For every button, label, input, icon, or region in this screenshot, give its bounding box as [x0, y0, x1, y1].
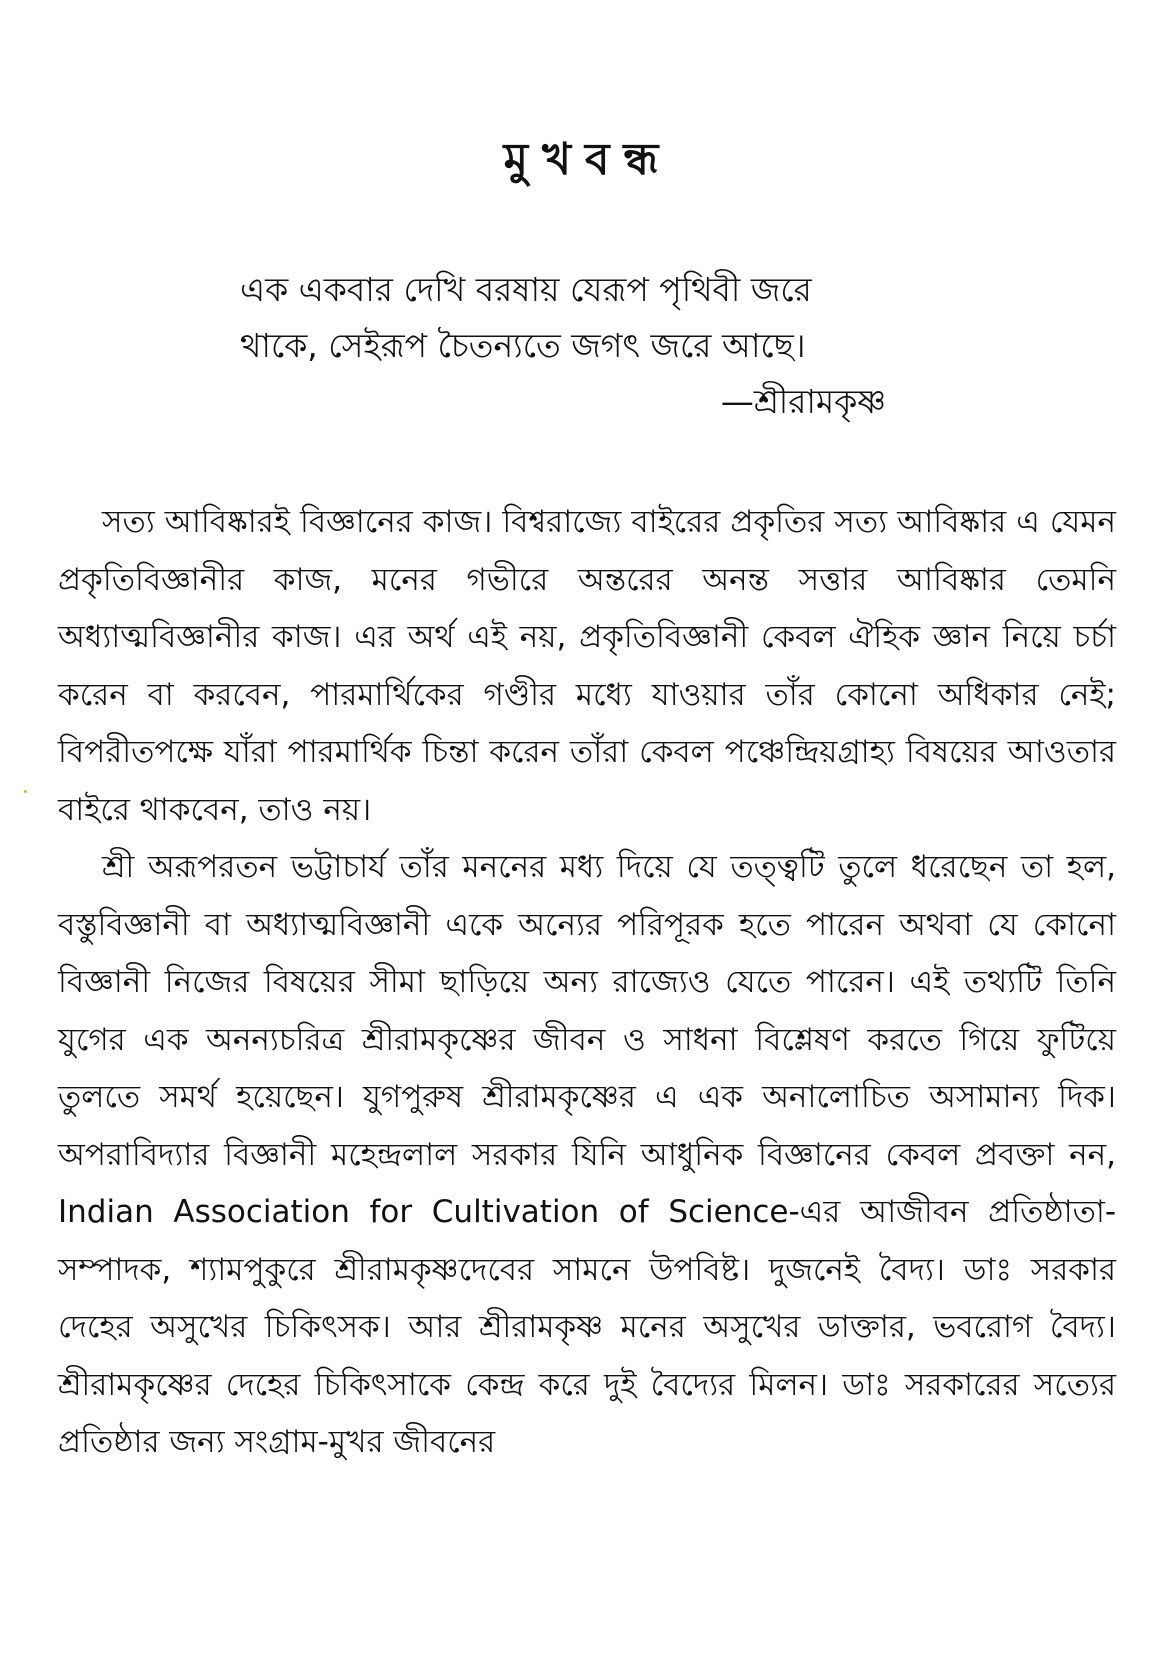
epigraph [240, 262, 900, 430]
paragraph: সত্য আবিষ্কারই বিজ্ঞানের কাজ। বিশ্বরাজ্যে বাইরের প্রকৃতির সত্য আবিষ্কার এ যেমন প্রকৃতিবিজ্ঞানীর কাজ, মনের গভীরে অন্তরের অনন্ত সত্তার আবিষ্কার তেমনি অধ্যাত্মবিজ্ঞানীর কাজ। এর অর্থ এই নয়, প্রকৃতিবিজ্ঞানী কেবল ঐহিক জ্ঞান নিয়ে চর্চা করেন বা করবেন, পারমার্থিকের গণ্ডীর মধ্যে যাওয়ার তাঁর কোনো অধিকার নেই; বিপরীতপক্ষে যাঁরা পারমার্থিক চিন্তা করেন তাঁরা কেবল পঞ্চেন্দ্রিয়গ্রাহ্য বিষয়ের আওতার বাইরে থাকবেন, তাও নয়। [58, 504, 1116, 828]
epigraph-line-1: এক একবার দেখি বরষায় যেরূপ পৃথিবী জরে [240, 270, 812, 309]
page-title: মুখবন্ধ [503, 134, 673, 185]
paper-speck [24, 790, 27, 793]
body-text [58, 494, 1116, 1472]
paragraph: শ্রী অরূপরতন ভট্টাচার্য তাঁর মননের মধ্য দিয়ে যে তত্ত্বটি তুলে ধরেছেন তা হল, বস্তুবিজ্ঞানী বা অধ্যাত্মবিজ্ঞানী একে অন্যের পরিপূরক হতে পারেন অথবা যে কোনো বিজ্ঞানী নিজের বিষয়ের সীমা ছাড়িয়ে অন্য রাজ্যেও যেতে পারেন। এই তথ্যটি তিনি যুগের এক অনন্যচরিত্র শ্রীরামকৃষ্ণের জীবন ও সাধনা বিশ্লেষণ করতে গিয়ে ফুটিয়ে তুলতে সমর্থ হয়েছেন। যুগপুরুষ শ্রীরামকৃষ্ণের এ এক অনালোচিত অসামান্য দিক। অপরাবিদ্যার বিজ্ঞানী মহেন্দ্রলাল সরকার যিনি আধুনিক বিজ্ঞানের কেবল প্রবক্তা নন, Indian Association for Cultivation of Science-এর আজীবন প্রতিষ্ঠাতা-সম্পাদক, শ্যামপুকুরে শ্রীরামকৃষ্ণদেবের সামনে উপবিষ্ট। দুজনেই বৈদ্য। ডাঃ সরকার দেহের অসুখের চিকিৎসক। আর শ্রীরামকৃষ্ণ মনের অসুখের ডাক্তার, ভবরোগ বৈদ্য। শ্রীরামকৃষ্ণের দেহের চিকিৎসাকে কেন্দ্র করে দুই বৈদ্যের মিলন। ডাঃ সরকারের সত্যের প্রতিষ্ঠার জন্য সংগ্রাম-মুখর জীবনের [58, 849, 1116, 1460]
epigraph-attribution: —শ্রীরামকৃষ্ণ [720, 382, 886, 421]
epigraph-line-2: থাকে, সেইরূপ চৈতন্যতে জগৎ জরে আছে। [240, 326, 806, 365]
